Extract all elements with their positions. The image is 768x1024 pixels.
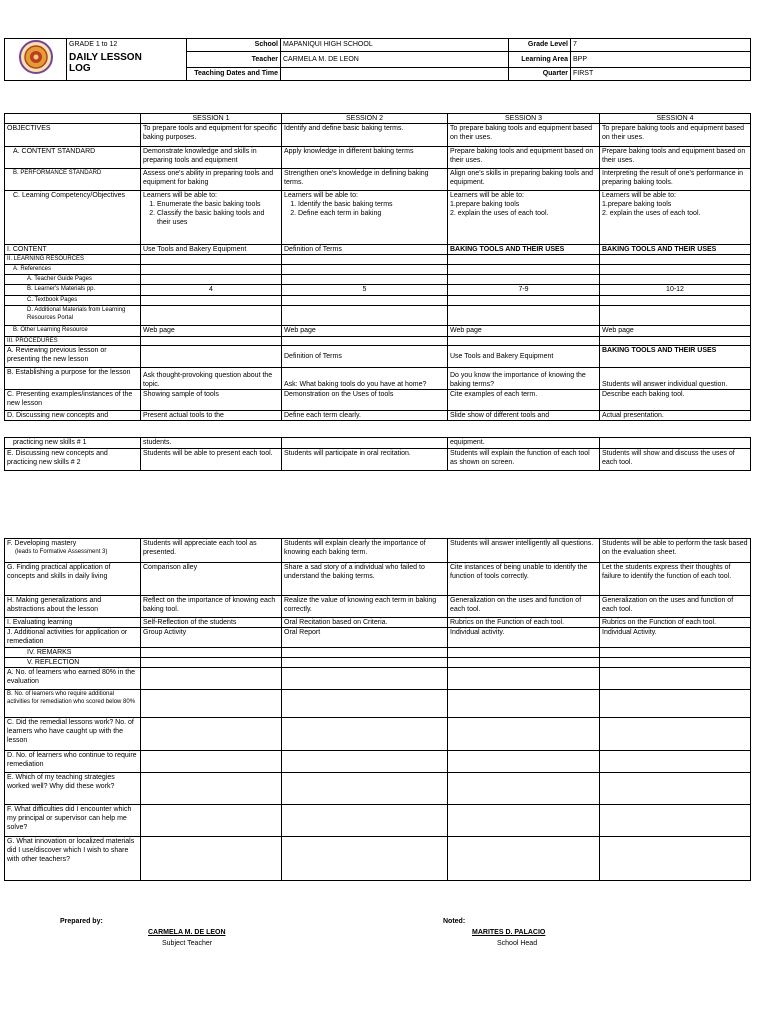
procedures-label: III. PROCEDURES — [5, 337, 141, 346]
competency-s2 — [282, 191, 448, 245]
content-standard-s1: Demonstrate knowledge and skills in preparing tools and equipment — [141, 147, 282, 169]
competency-s1-list — [143, 200, 279, 227]
list-item: 1. Identify the basic baking terms — [298, 200, 445, 209]
content-s4: BAKING TOOLS AND THEIR USES — [600, 245, 751, 255]
purpose-s3: Do you know the importance of knowing the baking terms? — [448, 368, 600, 390]
mastery-s2: Students will explain clearly the importance of knowing each baking term. — [282, 539, 448, 563]
content-s3: BAKING TOOLS AND THEIR USES — [448, 245, 600, 255]
generalize-s4: Generalization on the uses and function of each tool. — [600, 596, 751, 618]
examples-s3: Cite examples of each term. — [448, 390, 600, 411]
competency-s2-intro: Learners will be able to: — [284, 192, 358, 199]
session-4-header: SESSION 4 — [600, 114, 751, 124]
objectives-label: OBJECTIVES — [5, 124, 141, 147]
evaluating-label: I. Evaluating learning — [5, 618, 141, 628]
learning-resources-label: II. LEARNING RESOURCES — [5, 255, 141, 265]
additional-activities-s2: Oral Report — [282, 628, 448, 648]
discuss2-s4: Students will show and discuss the uses of each tool. — [600, 449, 751, 471]
discuss1-s4: Actual presentation. — [600, 411, 751, 421]
competency-label: C. Learning Competency/Objectives — [5, 191, 141, 245]
mastery-label-cell — [5, 539, 141, 563]
other-resource-s1: Web page — [141, 326, 282, 337]
prepared-by-name: CARMELA M. DE LEON — [148, 929, 226, 936]
application-s1: Comparison alley — [141, 563, 282, 596]
generalize-s2: Realize the value of knowing each term in baking correctly. — [282, 596, 448, 618]
evaluating-s1: Self-Reflection of the students — [141, 618, 282, 628]
lesson-table-part1b — [4, 437, 751, 471]
list-item: 1.prepare baking tools — [602, 201, 672, 208]
list-item: 2. explain the uses of each tool. — [602, 210, 701, 217]
application-s2: Share a sad story of a individual who failed to understand the baking terms. — [282, 563, 448, 596]
learning-area-value: BPP — [571, 52, 751, 68]
list-item: 2. explain the uses of each tool. — [450, 210, 549, 217]
content-standard-s4: Prepare baking tools and equipment based on their uses. — [600, 147, 751, 169]
school-label: School — [187, 39, 281, 52]
school-value: MAPANIQUI HIGH SCHOOL — [281, 39, 509, 52]
competency-s2-list — [284, 200, 445, 218]
evaluating-s4: Rubrics on the Function of each tool. — [600, 618, 751, 628]
discuss2-label: E. Discussing new concepts and practicing new skills # 2 — [5, 449, 141, 471]
content-label: I. CONTENT — [5, 245, 141, 255]
remarks-label: IV. REMARKS — [5, 648, 141, 658]
title-block — [67, 52, 187, 81]
review-s2: Definition of Terms — [282, 346, 448, 368]
content-standard-s2: Apply knowledge in different baking terms — [282, 147, 448, 169]
discuss1-label-cont: practicing new skills # 1 — [5, 438, 141, 449]
learning-area-label: Learning Area — [509, 52, 571, 68]
deped-seal-icon — [18, 39, 54, 75]
mastery-s4: Students will be able to perform the task based on the evaluation sheet. — [600, 539, 751, 563]
discuss2-s2: Students will participate in oral recitation. — [282, 449, 448, 471]
content-s2: Definition of Terms — [282, 245, 448, 255]
reflection-e-label: E. Which of my teaching strategies worked well? Why did these work? — [5, 773, 141, 805]
review-s4: BAKING TOOLS AND THEIR USES — [600, 346, 751, 368]
session-2-header: SESSION 2 — [282, 114, 448, 124]
examples-s1: Showing sample of tools — [141, 390, 282, 411]
discuss1-s3-cont: equipment. — [448, 438, 600, 449]
discuss1-s2-cont — [282, 438, 448, 449]
additional-activities-s4: Individual Activity. — [600, 628, 751, 648]
mastery-label: F. Developing mastery — [7, 540, 77, 547]
generalize-s1: Reflect on the importance of knowing each baking tool. — [141, 596, 282, 618]
discuss1-label: D. Discussing new concepts and — [5, 411, 141, 421]
other-resource-s4: Web page — [600, 326, 751, 337]
application-label: G. Finding practical application of concepts and skills in daily living — [5, 563, 141, 596]
deped-logo-cell — [5, 39, 67, 81]
other-resource-s3: Web page — [448, 326, 600, 337]
competency-s3-intro: Learners will be able to: — [450, 192, 524, 199]
examples-s2: Demonstration on the Uses of tools — [282, 390, 448, 411]
title-line-2: LOG — [69, 62, 91, 74]
reflection-a-label: A. No. of learners who earned 80% in the evaluation — [5, 668, 141, 690]
performance-standard-s2: Strengthen one's knowledge in defining baking terms. — [282, 169, 448, 191]
discuss1-s1: Present actual tools to the — [141, 411, 282, 421]
evaluating-s2: Oral Recitation based on Criteria. — [282, 618, 448, 628]
dates-value — [281, 68, 509, 81]
list-item: 2. Define each term in baking — [298, 209, 445, 218]
performance-standard-s3: Align one's skills in preparing baking tools and equipment. — [448, 169, 600, 191]
header-table — [4, 38, 751, 81]
reflection-f-label: F. What difficulties did I encounter which my principal or supervisor can help me solve? — [5, 805, 141, 837]
content-s1: Use Tools and Bakery Equipment — [141, 245, 282, 255]
discuss2-s1: Students will be able to present each tool. — [141, 449, 282, 471]
application-s4: Let the students express their thoughts of failure to identify the function of each tool. — [600, 563, 751, 596]
prepared-by-label: Prepared by: — [60, 918, 103, 925]
teacher-guide-label: A. Teacher Guide Pages — [5, 275, 141, 285]
list-item: 2. Classify the basic baking tools and their uses — [157, 209, 279, 227]
review-s1 — [141, 346, 282, 368]
evaluating-s3: Rubrics on the Function of each tool. — [448, 618, 600, 628]
performance-standard-s4: Interpreting the result of one's performance in preparing baking tools. — [600, 169, 751, 191]
lesson-table-part2 — [4, 538, 751, 881]
examples-label: C. Presenting examples/instances of the new lesson — [5, 390, 141, 411]
learners-materials-s2: 5 — [282, 285, 448, 296]
performance-standard-label: B. PERFORMANCE STANDARD — [5, 169, 141, 191]
dates-label: Teaching Dates and Time — [187, 68, 281, 81]
quarter-value: FIRST — [571, 68, 751, 81]
objectives-s1: To prepare tools and equipment for specific baking purposes. — [141, 124, 282, 147]
reflection-c-label: C. Did the remedial lessons work? No. of learners who have caught up with the lesson — [5, 718, 141, 751]
grade-level-label: Grade Level — [509, 39, 571, 52]
list-item: 1.prepare baking tools — [450, 201, 520, 208]
discuss1-s4-cont — [600, 438, 751, 449]
generalize-label: H. Making generalizations and abstractions about the lesson — [5, 596, 141, 618]
content-standard-label: A. CONTENT STANDARD — [5, 147, 141, 169]
objectives-s4: To prepare baking tools and equipment based on their uses. — [600, 124, 751, 147]
noted-role: School Head — [497, 940, 538, 947]
performance-standard-s1: Assess one's ability in preparing tools and equipment for baking — [141, 169, 282, 191]
purpose-s4: Students will answer individual question. — [600, 368, 751, 390]
reflection-label: V. REFLECTION — [5, 658, 141, 668]
mastery-sublabel: (leads to Formative Assessment 3) — [15, 549, 108, 555]
corner-cell — [5, 114, 141, 124]
competency-s1-intro: Learners will be able to: — [143, 192, 217, 199]
other-resource-s2: Web page — [282, 326, 448, 337]
competency-s4 — [600, 191, 751, 245]
grade-range: GRADE 1 to 12 — [67, 39, 187, 52]
purpose-s1: Ask thought-provoking question about the topic. — [141, 368, 282, 390]
title-line-1: DAILY LESSON — [69, 51, 142, 63]
references-label: A. References — [5, 265, 141, 275]
objectives-s3: To prepare baking tools and equipment based on their uses. — [448, 124, 600, 147]
review-s3: Use Tools and Bakery Equipment — [448, 346, 600, 368]
learners-materials-s4: 10-12 — [600, 285, 751, 296]
competency-s1 — [141, 191, 282, 245]
reflection-b-label: B. No. of learners who require additional activities for remediation who scored below 80% — [5, 690, 141, 718]
additional-materials-label: D. Additional Materials from Learning Resources Portal — [5, 306, 141, 326]
quarter-label: Quarter — [509, 68, 571, 81]
additional-activities-label: J. Additional activities for application or remediation — [5, 628, 141, 648]
application-s3: Cite instances of being unable to identify the function of tools correctly. — [448, 563, 600, 596]
learners-materials-s1: 4 — [141, 285, 282, 296]
reflection-g-label: G. What innovation or localized materials did I use/discover which I wish to share with other teachers? — [5, 837, 141, 881]
prepared-by-role: Subject Teacher — [162, 940, 213, 947]
discuss1-s2: Define each term clearly. — [282, 411, 448, 421]
discuss2-s3: Students will explain the function of each tool as shown on screen. — [448, 449, 600, 471]
teacher-label: Teacher — [187, 52, 281, 68]
content-standard-s3: Prepare baking tools and equipment based on their uses. — [448, 147, 600, 169]
mastery-s3: Students will answer intelligently all questions. — [448, 539, 600, 563]
learners-materials-label: B. Learner's Materials pp. — [5, 285, 141, 296]
competency-s3 — [448, 191, 600, 245]
session-3-header: SESSION 3 — [448, 114, 600, 124]
teacher-value: CARMELA M. DE LEON — [281, 52, 509, 68]
additional-activities-s3: Individual activity. — [448, 628, 600, 648]
discuss1-s1-cont: students. — [141, 438, 282, 449]
reflection-d-label: D. No. of learners who continue to require remediation — [5, 751, 141, 773]
objectives-s2: Identify and define basic baking terms. — [282, 124, 448, 147]
lesson-table-part1 — [4, 113, 751, 421]
grade-level-value: 7 — [571, 39, 751, 52]
discuss1-s3: Slide show of different tools and — [448, 411, 600, 421]
list-item: 1. Enumerate the basic baking tools — [157, 200, 279, 209]
mastery-s1: Students will appreciate each tool as presented. — [141, 539, 282, 563]
competency-s4-intro: Learners will be able to: — [602, 192, 676, 199]
other-resource-label: B. Other Learning Resource — [5, 326, 141, 337]
generalize-s3: Generalization on the uses and function of each tool. — [448, 596, 600, 618]
noted-name: MARITES D. PALACIO — [472, 929, 546, 936]
purpose-label: B. Establishing a purpose for the lesson — [5, 368, 141, 390]
purpose-s2: Ask: What baking tools do you have at home? — [282, 368, 448, 390]
session-1-header: SESSION 1 — [141, 114, 282, 124]
additional-activities-s1: Group Activity — [141, 628, 282, 648]
review-label: A. Reviewing previous lesson or presenting the new lesson — [5, 346, 141, 368]
textbook-pages-label: C. Textbook Pages — [5, 296, 141, 306]
learners-materials-s3: 7-9 — [448, 285, 600, 296]
examples-s4: Describe each baking tool. — [600, 390, 751, 411]
noted-label: Noted: — [443, 918, 466, 925]
